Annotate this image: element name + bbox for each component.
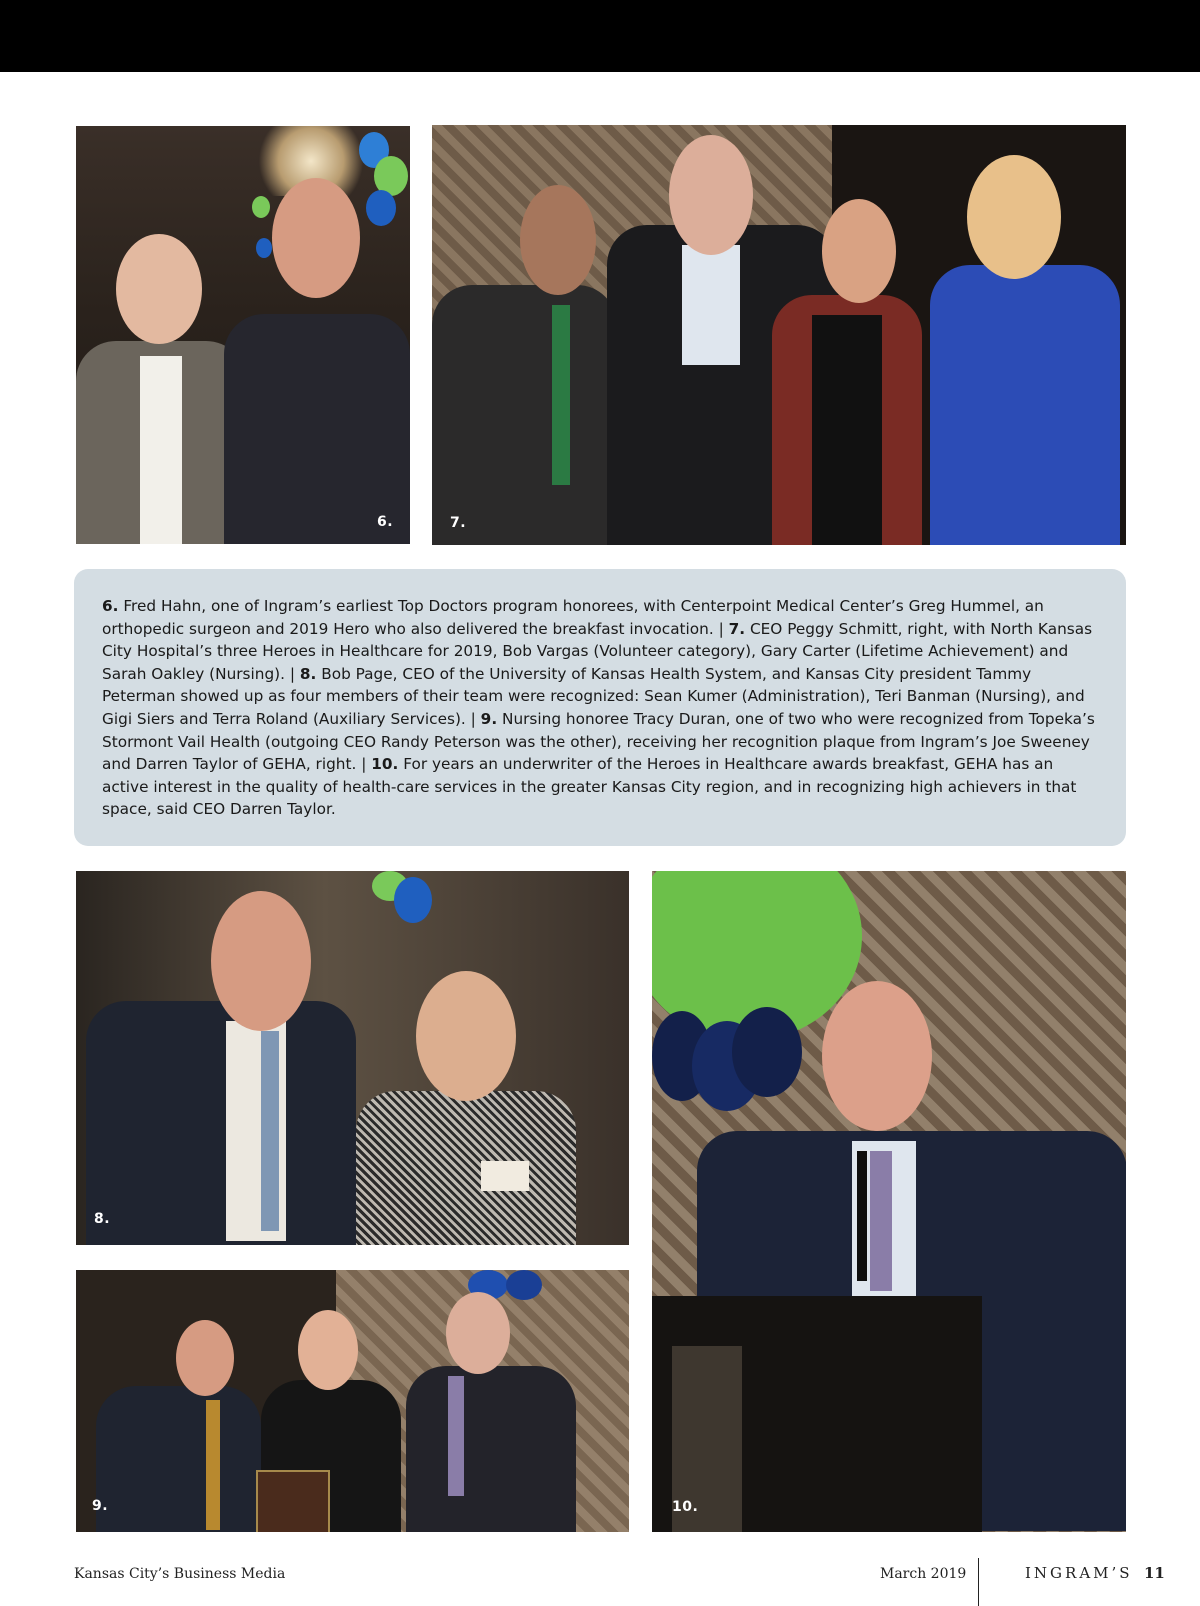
caption-text-9: Nursing honoree Tracy Duran, one of two who were recognized from Topeka’s Stormont Vail Health (outgoing CEO Randy Peterson was the other), receiving her recognition plaque from Ingram’s Joe Sweeney and Darren Taylor of GEHA, right. | <box>102 709 1095 774</box>
footer-date: March 2019 <box>880 1566 967 1582</box>
photo-8 <box>76 871 629 1245</box>
caption-text-8: Bob Page, CEO of the University of Kansas Health System, and Kansas City president Tammy Peterman showed up as four members of their team were recognized: Sean Kumer (Administration), Teri Banman (Nursing), and Gigi Siers and Terra Roland (Auxiliary Services). | <box>102 664 1085 728</box>
caption-box <box>74 569 1126 846</box>
photo-7-label: 7. <box>450 515 467 531</box>
caption-num-6: 6. <box>102 597 119 615</box>
photo-6-label: 6. <box>377 514 394 530</box>
footer-divider <box>978 1558 979 1606</box>
photo-10 <box>652 871 1126 1532</box>
caption-text-7: CEO Peggy Schmitt, right, with North Kansas City Hospital’s three Heroes in Healthcare for 2019, Bob Vargas (Volunteer category), Gary Carter (Lifetime Achievement) and Sarah Oakley (Nursing). | <box>102 619 1093 683</box>
page-number: 11 <box>1144 1564 1165 1582</box>
caption-num-7: 7. <box>728 619 746 638</box>
caption-text-10: For years an underwriter of the Heroes in Healthcare awards breakfast, GEHA has an active interest in the quality of health-care services in the greater Kansas City region, and in recognizing high achievers in that space, said CEO Darren Taylor. <box>102 755 1077 819</box>
photo-7 <box>432 125 1126 545</box>
caption-num-8: 8. <box>299 664 317 683</box>
footer-publication: Kansas City’s Business Media <box>74 1566 286 1582</box>
photo-9-label: 9. <box>92 1498 109 1514</box>
photo-9 <box>76 1270 629 1532</box>
caption-num-9: 9. <box>480 709 498 728</box>
caption-text-6: Fred Hahn, one of Ingram’s earliest Top Doctors program honorees, with Centerpoint Medical Center’s Greg Hummel, an orthopedic surgeon and 2019 Hero who also delivered the breakfast invocation. | <box>102 597 1044 638</box>
top-black-bar <box>0 0 1200 72</box>
photo-6 <box>76 126 410 544</box>
footer-brand: INGRAM’S <box>1025 1564 1133 1582</box>
photo-10-label: 10. <box>672 1499 699 1515</box>
photo-8-label: 8. <box>94 1211 111 1227</box>
caption-num-10: 10. <box>371 755 399 774</box>
microphone-icon <box>857 1151 867 1281</box>
caption-text <box>102 595 1102 821</box>
